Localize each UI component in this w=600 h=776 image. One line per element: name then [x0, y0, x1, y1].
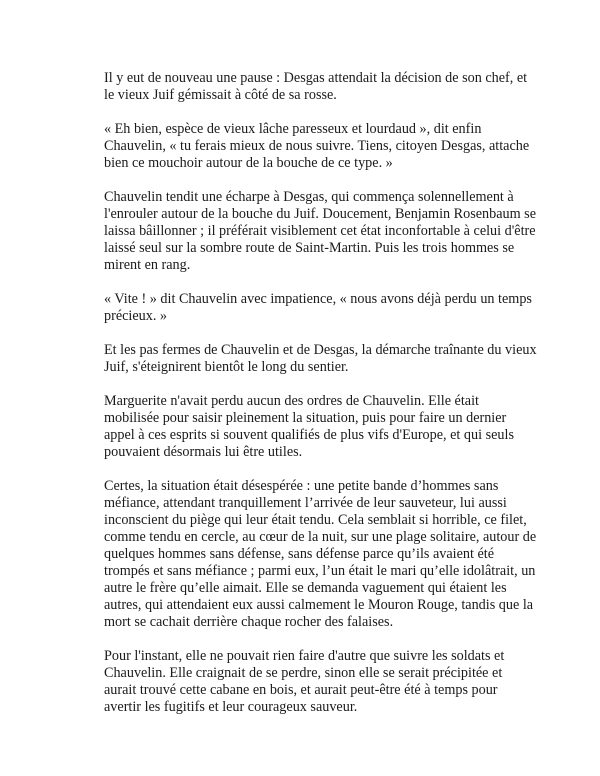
text-line: Chauvelin. Elle craignait de se perdre, sinon elle se serait précipitée et: [104, 665, 503, 681]
text-line: comme tendu en cercle, au cœur de la nuit, sur une plage solitaire, autour de: [104, 529, 537, 545]
body-text: [104, 70, 536, 733]
text-line: avertir les fugitifs et leur courageux sauveur.: [104, 699, 358, 715]
text-line: Il y eut de nouveau une pause : Desgas attendait la décision de son chef, et: [104, 70, 528, 86]
text-line: Chauvelin, « tu ferais mieux de nous suivre. Tiens, citoyen Desgas, attache: [104, 138, 530, 154]
text-line: mobilisée pour saisir pleinement la situation, puis pour faire un dernier: [104, 410, 507, 426]
text-line: mort se cachait derrière chaque rocher des falaises.: [104, 614, 394, 630]
paragraph-4: [104, 291, 536, 325]
text-line: « Vite ! » dit Chauvelin avec impatience, « nous avons déjà perdu un temps: [104, 291, 532, 307]
text-line: bien ce mouchoir autour de la bouche de ce type. »: [104, 155, 393, 171]
text-line: laissé seul sur la sombre route de Saint-Martin. Puis les trois hommes se: [104, 240, 515, 256]
paragraph-2: [104, 121, 536, 172]
text-line: « Eh bien, espèce de vieux lâche paresseux et lourdaud », dit enfin: [104, 121, 482, 137]
text-line: aurait trouvé cette cabane en bois, et aurait peut-être été à temps pour: [104, 682, 498, 698]
text-line: Certes, la situation était désespérée : une petite bande d’hommes sans: [104, 478, 499, 494]
text-line: le vieux Juif gémissait à côté de sa rosse.: [104, 87, 337, 103]
text-line: Pour l'instant, elle ne pouvait rien faire d'autre que suivre les soldats et: [104, 648, 505, 664]
paragraph-8: [104, 648, 536, 716]
paragraph-3: [104, 189, 536, 274]
text-line: l'enrouler autour de la bouche du Juif. Doucement, Benjamin Rosenbaum se: [104, 206, 537, 222]
text-line: autre le frère qu’elle aimait. Elle se demanda vaguement qui étaient les: [104, 580, 507, 596]
paragraph-1: [104, 70, 536, 104]
paragraph-7: [104, 478, 536, 631]
text-line: appel à ces esprits si souvent qualifiés de plus vifs d'Europe, et qui seuls: [104, 427, 514, 443]
text-line: Et les pas fermes de Chauvelin et de Desgas, la démarche traînante du vieux: [104, 342, 537, 358]
paragraph-5: [104, 342, 536, 376]
text-line: Chauvelin tendit une écharpe à Desgas, qui commença solennellement à: [104, 189, 514, 205]
text-line: quelques hommes sans défense, sans défense parce qu’ils avaient été: [104, 546, 495, 562]
text-line: méfiance, attendant tranquillement l’arrivée de leur sauveteur, lui aussi: [104, 495, 507, 511]
text-line: pouvaient désormais lui être utiles.: [104, 444, 303, 460]
text-line: laissa bâillonner ; il préférait visiblement cet état inconfortable à celui d'être: [104, 223, 536, 239]
text-line: autres, qui attendaient eux aussi calmement le Mouron Rouge, tandis que la: [104, 597, 534, 613]
text-line: Juif, s'éteignirent bientôt le long du sentier.: [104, 359, 349, 375]
paragraph-6: [104, 393, 536, 461]
text-line: précieux. »: [104, 308, 168, 324]
text-line: Marguerite n'avait perdu aucun des ordres de Chauvelin. Elle était: [104, 393, 479, 409]
text-line: mirent en rang.: [104, 257, 191, 273]
text-line: inconscient du piège qui leur était tendu. Cela semblait si horrible, ce filet,: [104, 512, 527, 528]
text-line: trompés et sans méfiance ; parmi eux, l’un était le mari qu’elle idolâtrait, un: [104, 563, 536, 579]
